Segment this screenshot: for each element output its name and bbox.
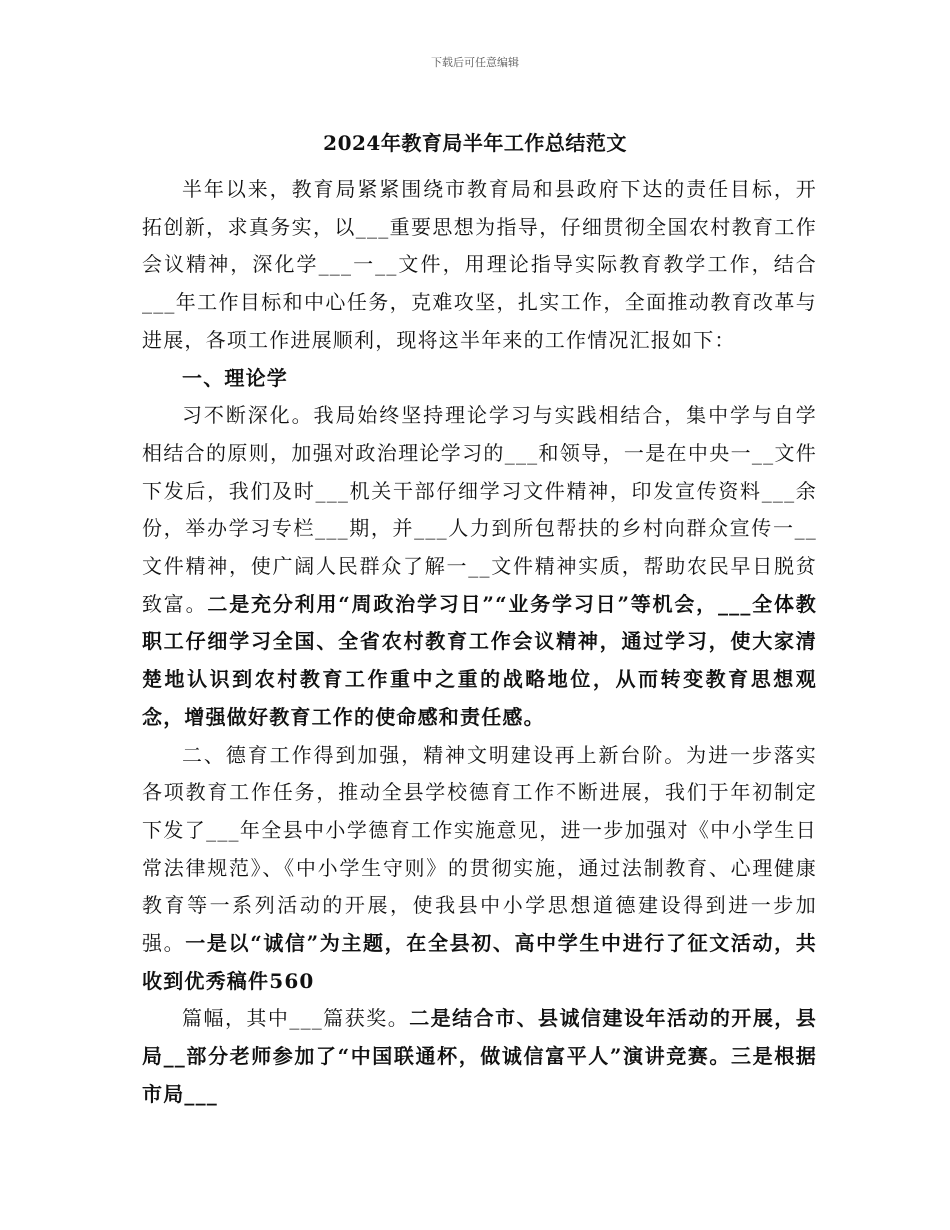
document-title: 2024年教育局半年工作总结范文 [323,131,627,155]
paragraph-moral-bold: 一是以“诚信”为主题，在全县初、高中学生中进行了征文活动，共收到优秀稿件560 [142,931,817,993]
paragraph-intro: 半年以来，教育局紧紧围绕市教育局和县政府下达的责任目标，开拓创新，求真务实，以___重要思想为指导，仔细贯彻全国农村教育工作会议精神，深化学___一__文件，用理论指导实际教育教学工作，结合___年工作目标和中心任务，克难攻坚，扎实工作，全面推动教育改革与进展，各项工作进展顺利，现将这半年来的工作情况汇报如下： [142,177,817,352]
paragraph-theory-bold: 二是充分利用“周政治学习日”“业务学习日”等机会，___全体教职工仔细学习全国、全省农村教育工作会议精神，通过学习，使大家清楚地认识到农村教育工作重中之重的战略地位，从而转变教育思想观念，增强做好教育工作的使命感和责任感。 [142,591,817,729]
paragraph-moral-text: 二、德育工作得到加强，精神文明建设再上新台阶。为进一步落实各项教育工作任务，推动全县学校德育工作不断进展，我们于年初制定下发了___年全县中小学德育工作实施意见，进一步加强对《中小学生日常法律规范》、《中小学生守则》的贯彻实施，通过法制教育、心理健康教育等一系列活动的开展，使我县中小学思想道德建设得到进一步加强。 [142,742,817,956]
paragraph-theory-study [142,397,817,736]
paragraph-essay-text: 篇幅，其中___篇获奖。 [182,1006,410,1031]
paragraph-moral-education [142,737,817,1001]
paragraph-theory-text: 习不断深化。我局始终坚持理论学习与实践相结合，集中学与自学相结合的原则，加强对政治理论学习的___和领导，一是在中央一__文件下发后，我们及时___机关干部仔细学习文件精神，印发宣传资料___余份，举办学习专栏___期，并___人力到所包帮扶的乡村向群众宣传一__文件精神，使广阔人民群众了解一__文件精神实质，帮助农民早日脱贫致富。 [142,403,817,616]
paragraph-essay-awards [142,1000,817,1113]
header-note: 下载后可任意编辑 [431,56,519,69]
paragraph-essay-bold: 二是结合市、县诚信建设年活动的开展，县局__部分老师参加了“中国联通杯，做诚信富平人”演讲竞赛。三是根据市局___ [142,1006,817,1106]
section-heading-theory: 一、理论学 [182,365,288,390]
document-body [142,171,817,1114]
